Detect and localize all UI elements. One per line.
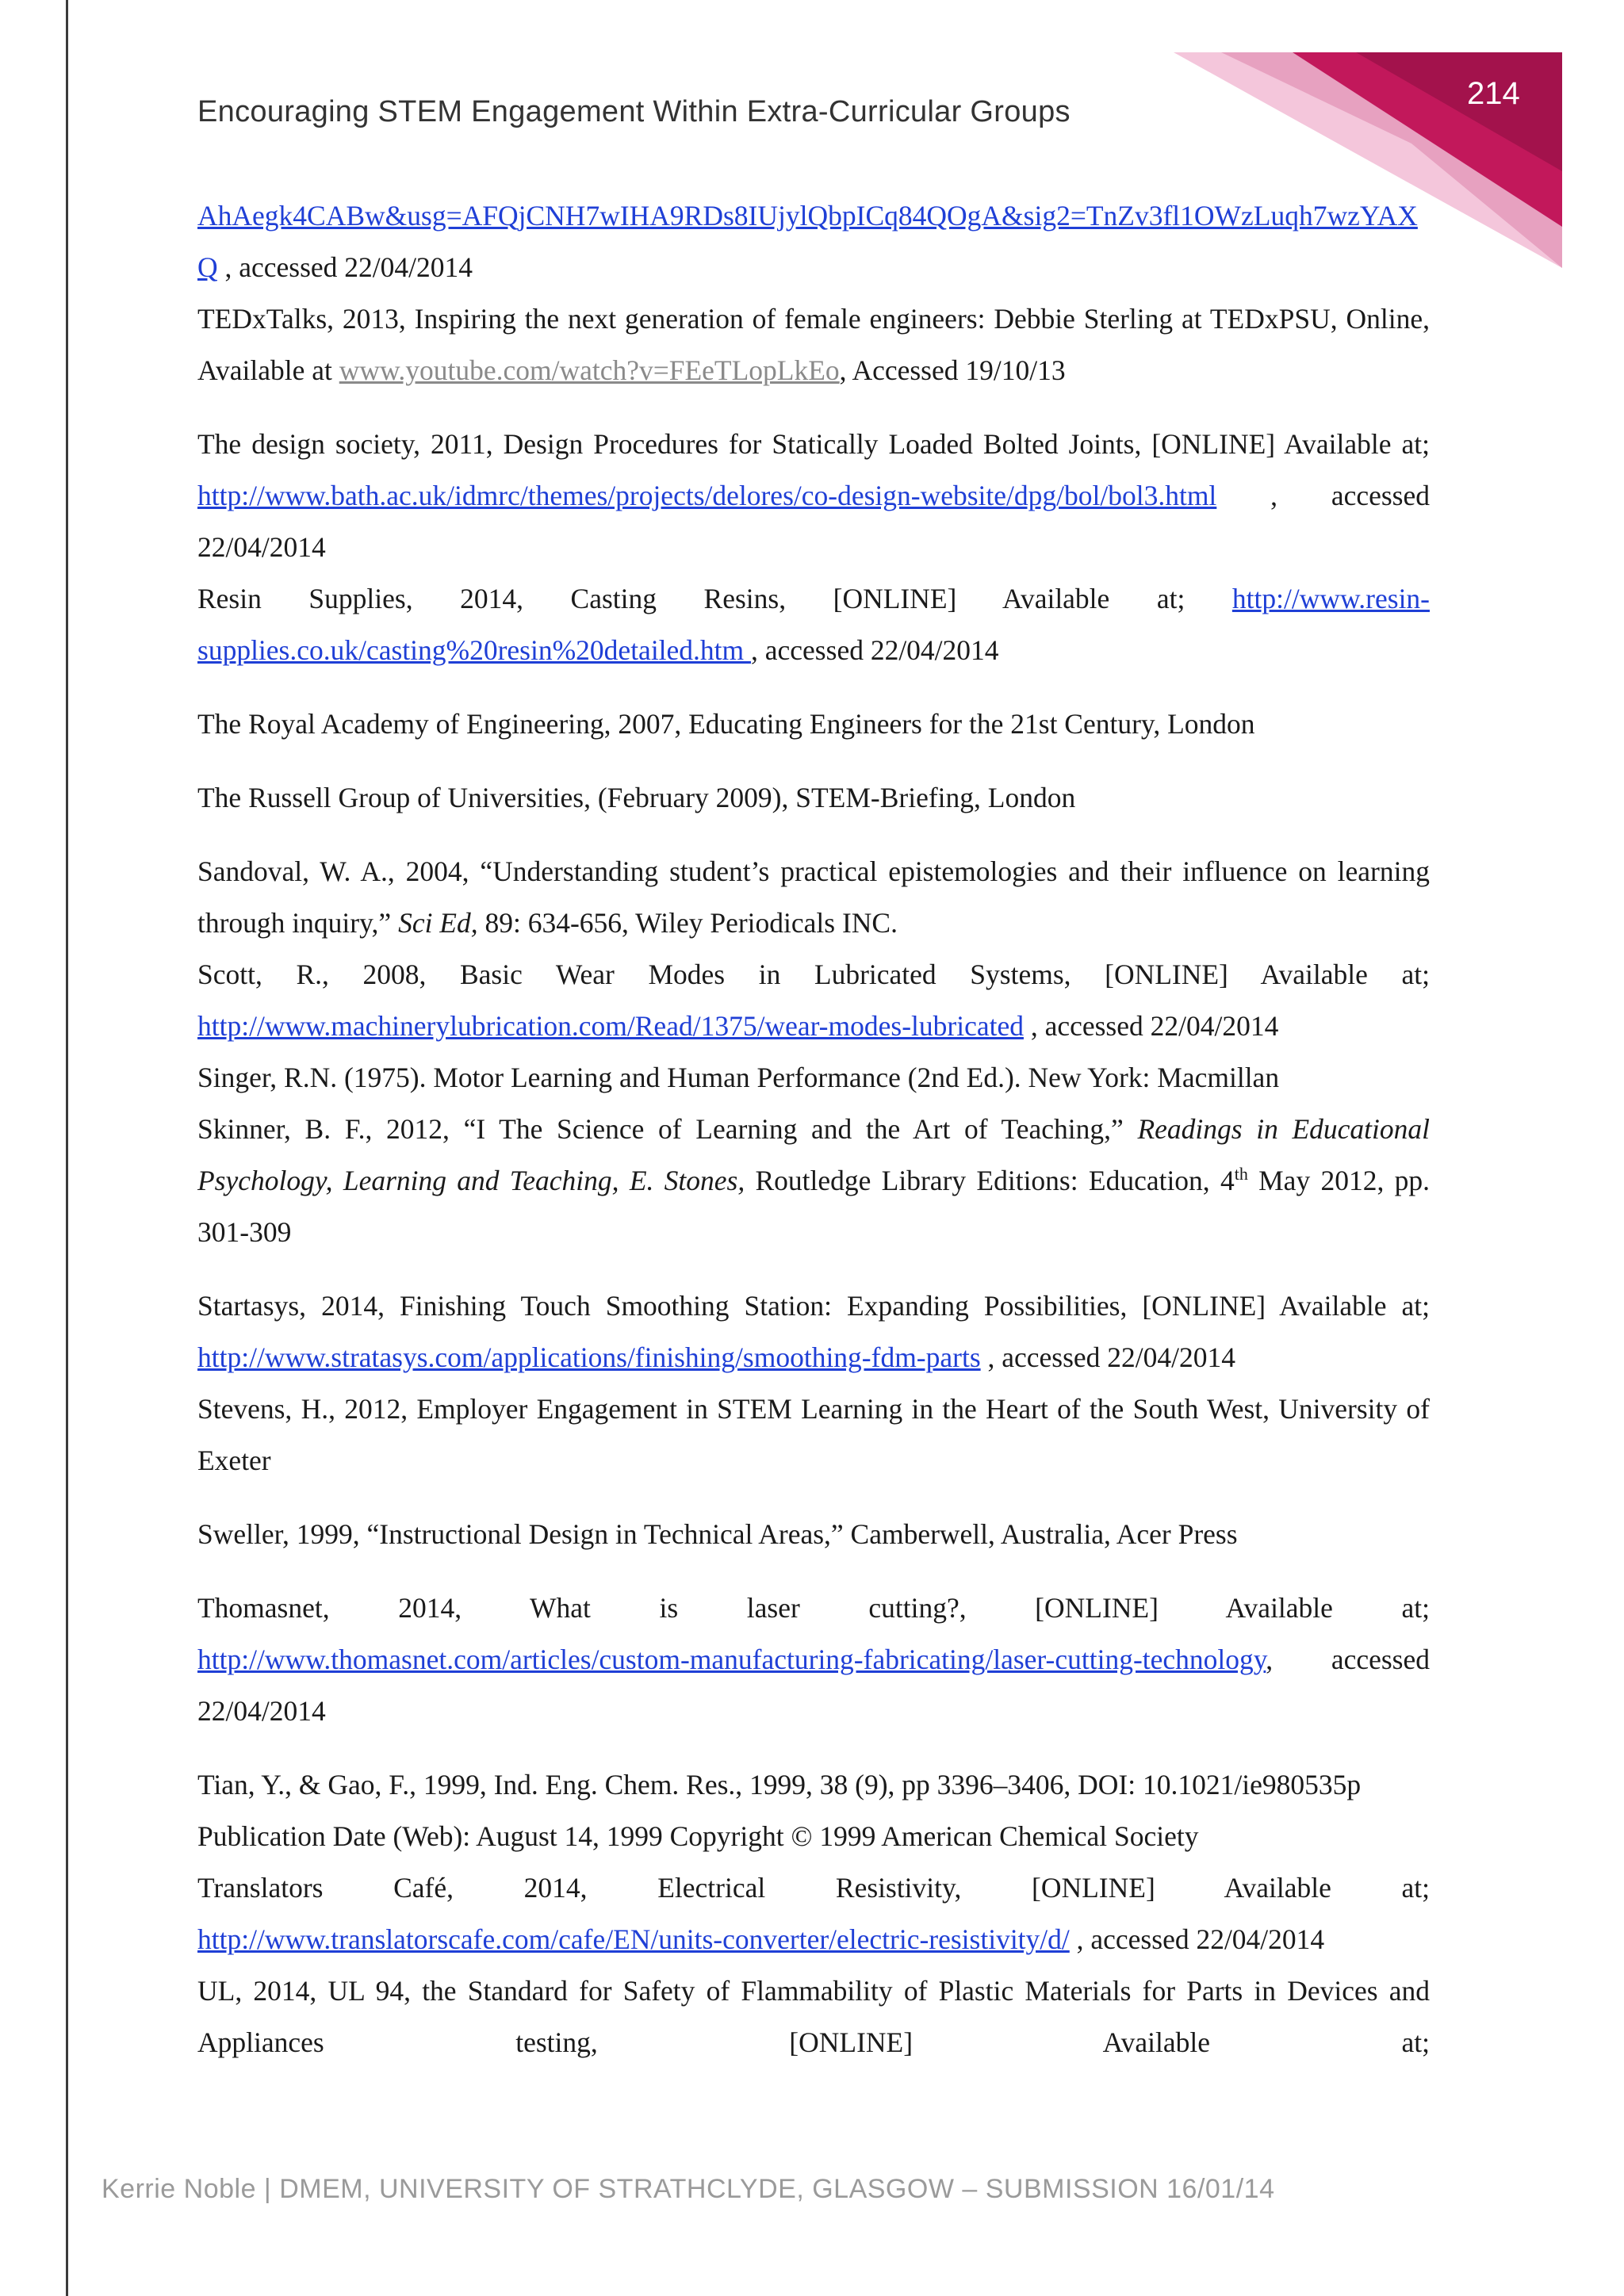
reference-entry: Startasys, 2014, Finishing Touch Smoothing Station: Expanding Possibilities, [ONLINE] Available at; http://www.stratasys.com/applications/finishing/smoothing-fdm-parts , accessed 22/04/2014 [197, 1290, 1430, 1373]
reference-link[interactable]: http://www.resin-supplies.co.uk/casting%20resin%20detailed.htm [197, 583, 1430, 666]
left-margin-rule [66, 0, 68, 2296]
reference-entry: Resin Supplies, 2014, Casting Resins, [ONLINE] Available at; http://www.resin-supplies.co.uk/casting%20resin%20detailed.htm , accessed 22/04/2014 [197, 583, 1430, 666]
reference-entry: Thomasnet, 2014, What is laser cutting?, [ONLINE] Available at; http://www.thomasnet.com/articles/custom-manufacturing-fabricating/laser-cutting-technology, accessed 22/04/2014 [197, 1592, 1430, 1727]
reference-link[interactable]: http://www.translatorscafe.com/cafe/EN/units-converter/electric-resistivity/d/ [197, 1923, 1070, 1955]
reference-link[interactable]: www.youtube.com/watch?v=FEeTLopLkEo [339, 354, 840, 386]
reference-entry: UL, 2014, UL 94, the Standard for Safety of Flammability of Plastic Materials for Parts in Devices and Appliances testing, [ONLINE] Available at; [197, 1975, 1430, 2058]
page-number: 214 [1467, 76, 1520, 111]
reference-entry: Sandoval, W. A., 2004, “Understanding student’s practical epistemologies and their influence on learning through inquiry,” Sci Ed, 89: 634-656, Wiley Periodicals INC. [197, 855, 1430, 939]
reference-link[interactable]: http://www.bath.ac.uk/idmrc/themes/projects/delores/co-design-website/dpg/bol/bol3.html [197, 480, 1217, 511]
reference-entry: Sweller, 1999, “Instructional Design in Technical Areas,” Camberwell, Australia, Acer Press [197, 1518, 1238, 1550]
reference-link[interactable]: http://www.stratasys.com/applications/finishing/smoothing-fdm-parts [197, 1341, 981, 1373]
reference-entry: AhAegk4CABw&usg=AFQjCNH7wIHA9RDs8IUjylQbpICq84QOgA&sig2=TnZv3fl1OWzLuqh7wzYAXQ , accessed 22/04/2014 [197, 200, 1418, 283]
reference-entry: The design society, 2011, Design Procedures for Statically Loaded Bolted Joints, [ONLINE] Available at; http://www.bath.ac.uk/idmrc/themes/projects/delores/co-design-website/dpg/bol/bol3.html , accessed 22/04/2014 [197, 428, 1430, 563]
running-header-title: Encouraging STEM Engagement Within Extra-Curricular Groups [197, 95, 1071, 128]
reference-entry: Stevens, H., 2012, Employer Engagement in STEM Learning in the Heart of the South West, University of Exeter [197, 1393, 1430, 1476]
page-footer: Kerrie Noble | DMEM, UNIVERSITY OF STRATHCLYDE, GLASGOW – SUBMISSION 16/01/14 [102, 2174, 1275, 2204]
reference-entry: Tian, Y., & Gao, F., 1999, Ind. Eng. Chem. Res., 1999, 38 (9), pp 3396–3406, DOI: 10.1021/ie980535p Publication Date (Web): August 14, 1999 Copyright © 1999 American Chemical Society [197, 1769, 1362, 1852]
reference-entry: The Royal Academy of Engineering, 2007, Educating Engineers for the 21st Century, London [197, 708, 1255, 740]
reference-entry: Translators Café, 2014, Electrical Resistivity, [ONLINE] Available at; http://www.translatorscafe.com/cafe/EN/units-converter/electric-resistivity/d/ , accessed 22/04/2014 [197, 1872, 1430, 1955]
reference-entry: Skinner, B. F., 2012, “I The Science of Learning and the Art of Teaching,” Readings in Educational Psychology, Learning and Teaching, E. Stones, Routledge Library Editions: Education, 4th May 2012, pp. 301-309 [197, 1113, 1431, 1248]
reference-link[interactable]: http://www.machinerylubrication.com/Read/1375/wear-modes-lubricated [197, 1010, 1024, 1042]
reference-entry: Singer, R.N. (1975). Motor Learning and Human Performance (2nd Ed.). New York: Macmillan [197, 1062, 1280, 1093]
reference-entry: Scott, R., 2008, Basic Wear Modes in Lubricated Systems, [ONLINE] Available at; http://www.machinerylubrication.com/Read/1375/wear-modes-lubricated , accessed 22/04/2014 [197, 959, 1430, 1042]
reference-entry: The Russell Group of Universities, (February 2009), STEM-Briefing, London [197, 782, 1076, 813]
reference-link[interactable]: http://www.thomasnet.com/articles/custom-manufacturing-fabricating/laser-cutting-technology [197, 1644, 1266, 1675]
reference-list [197, 190, 1430, 2068]
reference-link[interactable]: AhAegk4CABw&usg=AFQjCNH7wIHA9RDs8IUjylQbpICq84QOgA&sig2=TnZv3fl1OWzLuqh7wzYAXQ [197, 200, 1418, 283]
reference-entry: TEDxTalks, 2013, Inspiring the next generation of female engineers: Debbie Sterling at TEDxPSU, Online, Available at www.youtube.com/watch?v=FEeTLopLkEo, Accessed 19/10/13 [197, 303, 1430, 386]
